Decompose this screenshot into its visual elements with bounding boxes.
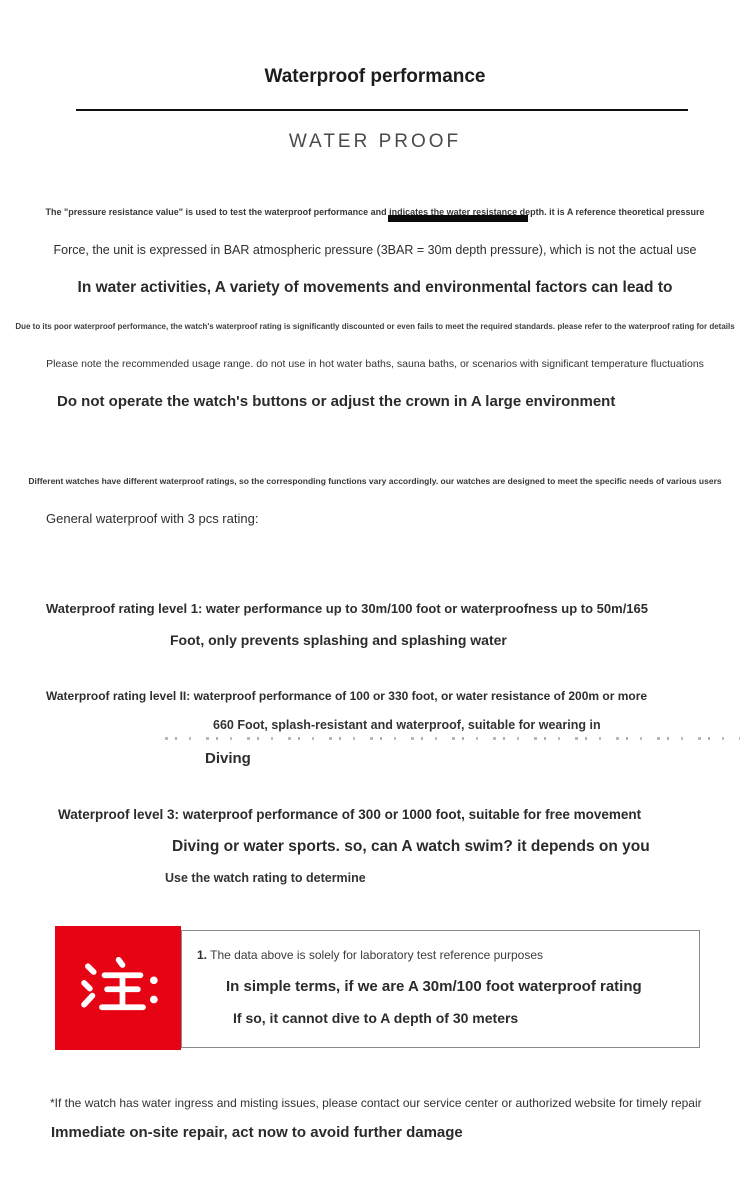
divider-line: [76, 109, 688, 111]
intro-line-usage-range: Please note the recommended usage range. do not use in hot water baths, sauna baths, or scenarios with significant temperature fluctuations: [46, 358, 704, 370]
intro-line-bar-unit: Force, the unit is expressed in BAR atmospheric pressure (3BAR = 30m depth pressure), which is not the actual use: [53, 243, 697, 257]
intro-line-water-activities: In water activities, A variety of movements and environmental factors can lead to: [77, 279, 673, 296]
intro-line-pressure-value: The "pressure resistance value" is used to test the waterproof performance and indicates the water resistance depth. it is A reference theoretical pressure: [45, 207, 705, 217]
intro-line-different-watches: Different watches have different waterproof ratings, so the corresponding functions vary accordingly. our watches are designed to meet the specific needs of various users: [28, 476, 722, 486]
clipped-text-fragments: [165, 737, 740, 740]
note-item-2: In simple terms, if we are A 30m/100 foot waterproof rating: [226, 978, 642, 995]
rating-level3-line1: Waterproof level 3: waterproof performance of 300 or 1000 foot, suitable for free movement: [58, 807, 642, 822]
note-item-1: [197, 948, 543, 962]
note-red-badge: [55, 926, 181, 1050]
intro-line-do-not-operate: Do not operate the watch's buttons or adjust the crown in A large environment: [57, 393, 616, 410]
note-zhu-icon: [75, 956, 161, 1020]
intro-line-poor-performance: Due to its poor waterproof performance, the watch's waterproof rating is significantly discounted or even fails to meet the required standards. please refer to the waterproof rating for details: [15, 322, 735, 331]
rating-level2-line1: Waterproof rating level II: waterproof performance of 100 or 330 foot, or water resistance of 200m or more: [46, 689, 648, 703]
rating-level1-line2: Foot, only prevents splashing and splashing water: [170, 632, 507, 648]
page-subtitle: WATER PROOF: [288, 131, 462, 152]
footer-line-repair: Immediate on-site repair, act now to avoid further damage: [51, 1124, 463, 1141]
rating-level2-line2: 660 Foot, splash-resistant and waterproof, suitable for wearing in: [213, 718, 601, 732]
intro-line-general-rating: General waterproof with 3 pcs rating:: [46, 511, 259, 526]
note-item-3: If so, it cannot dive to A depth of 30 meters: [233, 1010, 519, 1026]
note-item-1-text: The data above is solely for laboratory test reference purposes: [210, 948, 543, 962]
rating-level3-line2: Diving or water sports. so, can A watch swim? it depends on you: [172, 838, 650, 855]
rating-level3-line3: Use the watch rating to determine: [165, 871, 366, 885]
rating-level1-line1: Waterproof rating level 1: water performance up to 30m/100 foot or waterproofness up to 50m/165: [46, 601, 648, 616]
page-title: Waterproof performance: [264, 66, 486, 87]
footer-line-service: *If the watch has water ingress and misting issues, please contact our service center or authorized website for timely repair: [50, 1096, 702, 1110]
note-item-number: 1.: [197, 948, 208, 962]
rating-level2-line3: Diving: [205, 750, 251, 767]
